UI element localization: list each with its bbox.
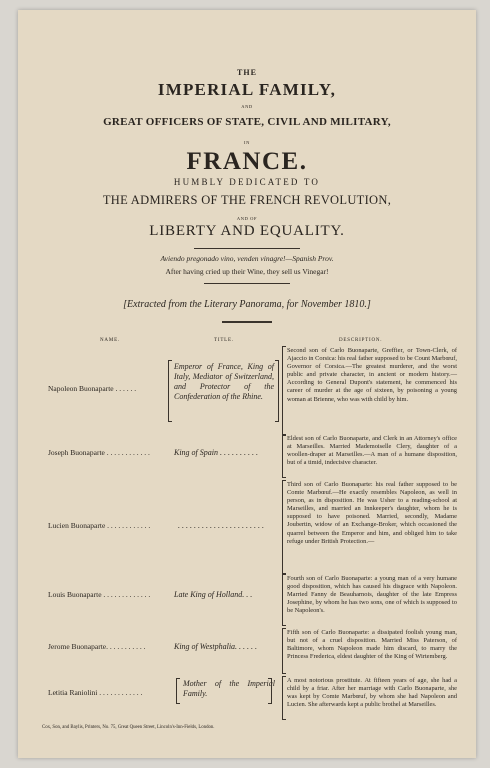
heading-admirers: THE ADMIRERS OF THE FRENCH REVOLUTION,: [102, 193, 392, 207]
heading-liberty: LIBERTY AND EQUALITY.: [149, 223, 345, 239]
heading-dedication: HUMBLY DEDICATED TO: [173, 177, 321, 187]
brace-right: [275, 360, 279, 422]
heading-country: FRANCE.: [186, 148, 308, 175]
brace-desc: [282, 676, 286, 720]
heading-title: IMPERIAL FAMILY,: [157, 80, 337, 99]
row-name: Napoleon Buonaparte . . . . . .: [48, 384, 137, 393]
brace-right: [268, 678, 272, 704]
column-header-title: TITLE.: [214, 338, 234, 343]
brace-desc: [282, 480, 286, 574]
heading-in: IN: [244, 140, 250, 145]
row-title: Mother of the Imperial Family.: [183, 679, 275, 698]
row-name: Joseph Buonaparte . . . . . . . . . . . .: [48, 448, 150, 457]
brace-left: [168, 360, 172, 422]
row-description: Fifth son of Carlo Buonaparte: a dissipated foolish young man, but not of a cruel disposition. Married Miss Paterson, of Baltimore, whom Napoleon made him discard, to marry the Princess Frederica, eldest daughter of the King of Wirtemberg.: [287, 629, 457, 661]
heading-the: THE: [237, 68, 257, 77]
row-title: Emperor of France, King of Italy, Mediator of Switzerland, and Protector of the Confederation of the Rhine.: [174, 362, 274, 401]
row-description: Third son of Carlo Buonaparte: his real father supposed to be Comte Marbœuf.—He exactly resembles Napoleon, as well in person, as in disposition. He was Usher to a reading-school at Marseilles, and married an Innkeeper's daughter, whom he is supposed to have poisoned. Married, secondly, Madame Joubertin, widow of an Exchange-Broker, which occasioned the quarrel between the Emperor and him, and obliged him to take refuge under British Protection.—: [287, 481, 457, 545]
column-header-description: DESCRIPTION.: [339, 338, 383, 343]
brace-left: [176, 678, 180, 704]
heading-subtitle: GREAT OFFICERS OF STATE, CIVIL AND MILITARY,: [103, 116, 391, 128]
row-title: King of Spain . . . . . . . . . .: [174, 448, 259, 457]
heading-and: AND: [241, 104, 253, 109]
brace-desc: [282, 346, 286, 436]
row-description: Eldest son of Carlo Buonaparte, and Clerk in an Attorney's office at Marseilles. Married Mademoiselle Clery, daughter of a woollen-draper at Marseilles.—A man of a humane disposition, but of a timid, indecisive character.: [287, 435, 457, 467]
source-note: [Extracted from the Literary Panorama, for November 1810.]: [123, 299, 371, 310]
brace-desc: [282, 574, 286, 626]
epigraph-line-2: After having cried up their Wine, they sell us Vinegar!: [165, 267, 329, 276]
brace-desc: [282, 434, 286, 478]
column-header-name: NAME.: [100, 338, 120, 343]
rule-source: [222, 321, 272, 323]
epigraph-line-1: Aviendo pregonado vino, venden vinagre!—Spanish Prov.: [160, 254, 334, 263]
brace-desc: [282, 628, 286, 674]
printer-imprint: Cox, Son, and Baylis, Printers, No. 75, Great Queen Street, Lincoln's-Inn-Fields, London.: [42, 725, 215, 730]
row-title: Late King of Holland. . .: [174, 590, 253, 599]
row-name: Letitia Raniolini . . . . . . . . . . . .: [48, 688, 143, 697]
row-name: Lucien Buonaparte . . . . . . . . . . . .: [48, 521, 151, 530]
broadside-sheet: [18, 10, 476, 758]
row-title: King of Westphalia. . . . . .: [174, 642, 258, 651]
row-description: A most notorious prostitute. At fifteen years of age, she had a child by a friar. After her marriage with Carlo Buonaparte, she was kept by Comte Marbœuf, by whom she had Napoleon and Lucien. She afterwards kept a public brothel at Marseilles.: [287, 677, 457, 709]
row-name: Louis Buonaparte . . . . . . . . . . . . .: [48, 590, 151, 599]
row-description: Fourth son of Carlo Buonaparte: a young man of a very humane good disposition, which has caused his disgrace with Napoleon. Married Fanny de Beauharnois, daughter of the late Empress Josephine, by whom he has two sons, one of which is supposed to be Napoleon's.: [287, 575, 457, 615]
row-description: Second son of Carlo Buonaparte, Greffier, or Town-Clerk, of Ajaccio in Corsica: his real father supposed to be Count Marbœuf, Governor of Corsica.—The greatest murderer, and the worst public and private character, in ancient or modern history.—According to General Dupont's statement, he commenced his career of murder at the age of sixteen, by poisoning a young woman at Brienne, who was with child by him.: [287, 347, 457, 403]
rule-top: [194, 248, 300, 249]
row-name: Jerome Buonaparte. . . . . . . . . . .: [48, 642, 146, 651]
row-title: . . . . . . . . . . . . . . . . . . . . . .: [178, 521, 264, 530]
rule-epigraph: [204, 283, 290, 284]
heading-and-of: AND OF: [236, 216, 258, 221]
